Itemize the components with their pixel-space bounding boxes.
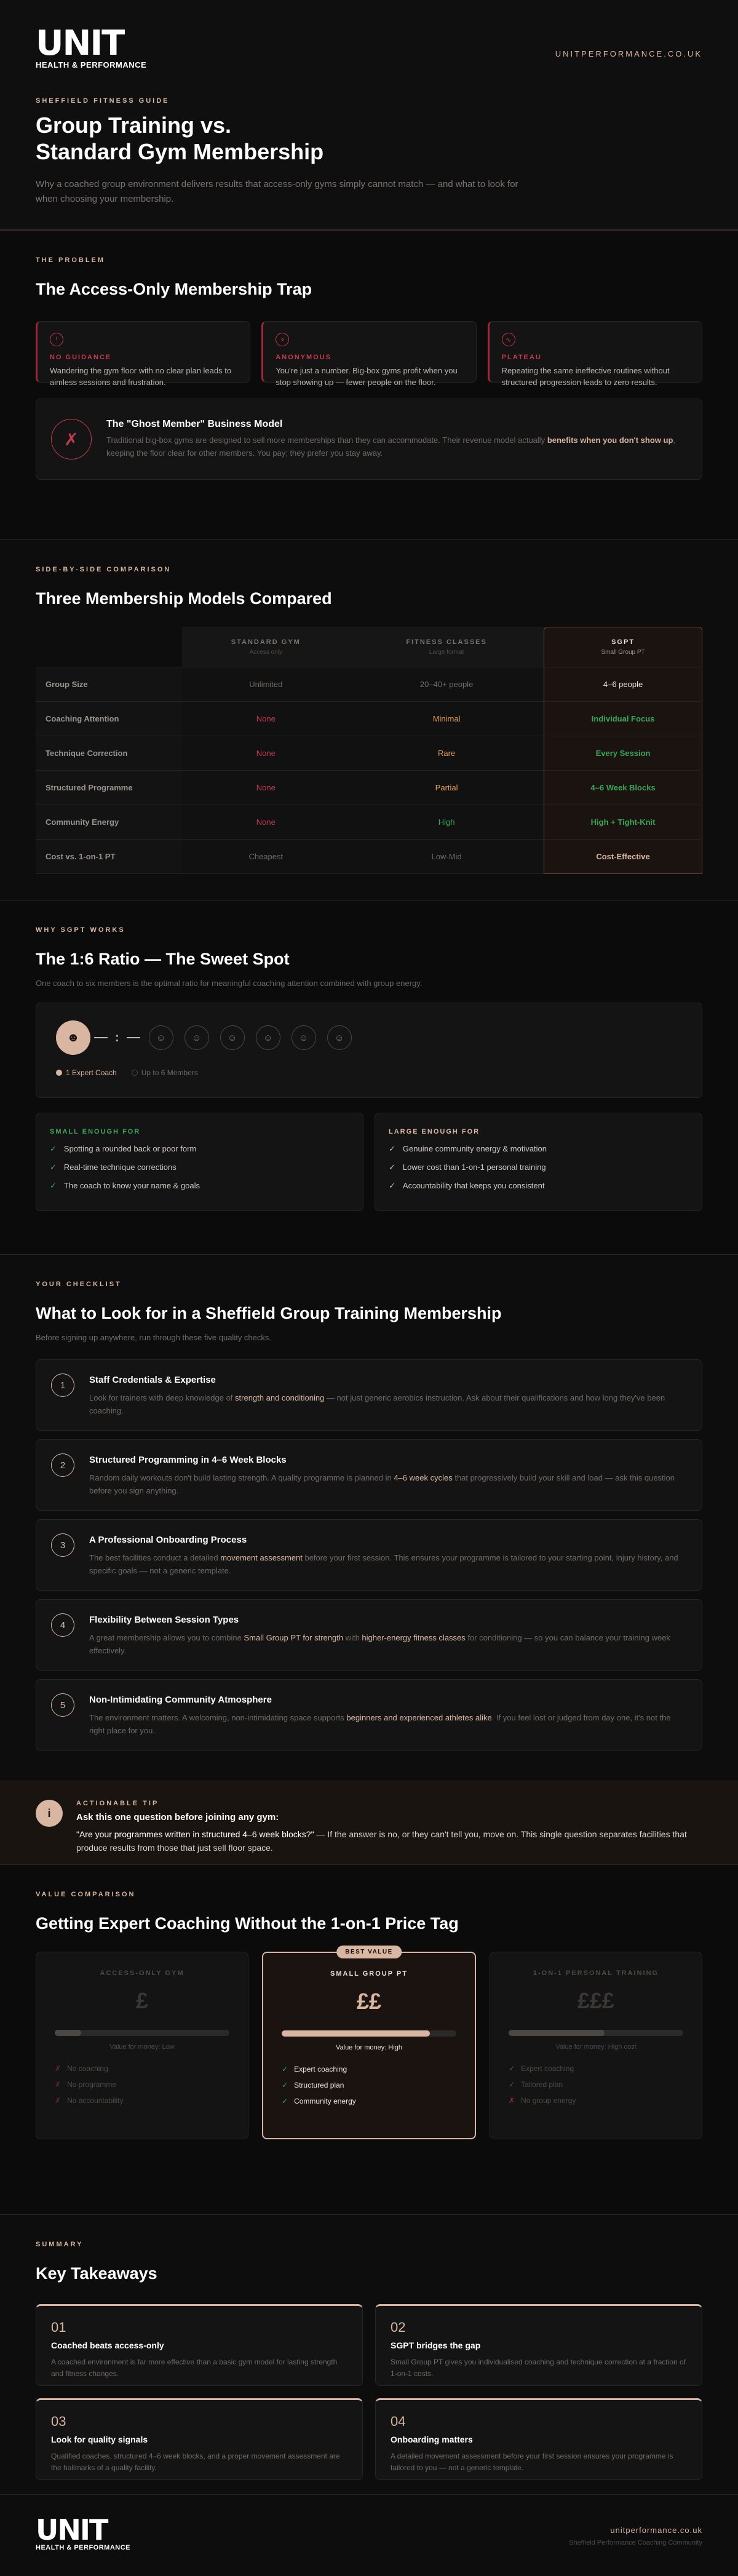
member-icon: ☺ [327,1025,352,1050]
item-title: Non-Intimidating Community Atmosphere [89,1695,272,1705]
member-icon: ☺ [256,1025,280,1050]
row-label: Group Size [36,667,182,702]
table-cell: High + Tight-Knit [544,805,702,840]
ratio-legend [56,1068,682,1077]
small-list [50,1144,349,1191]
card-label: PLATEAU [501,354,542,361]
check-icon: ✓ [389,1163,395,1172]
feature-item [509,2080,683,2089]
feature-text: Expert coaching [294,2065,347,2073]
table-cell: Individual Focus [544,702,702,736]
col-title: SGPT [611,638,635,646]
legend-coach [56,1068,117,1077]
feature-text: No programme [67,2080,117,2089]
table-cell: None [182,805,349,840]
table-row [36,771,702,805]
footer-site-link[interactable]: unitperformance.co.uk [610,2526,702,2535]
logo-wordmark: UNIT [36,2513,108,2546]
large-enough-card [375,1113,702,1211]
feature-text: No group energy [521,2096,576,2105]
logo-wordmark: UNIT [36,23,124,63]
summary-section [0,2215,738,2510]
ghost-text-part: Traditional big-box gyms are designed to sell more memberships than they can accommodate. Their revenue model actually [106,435,547,445]
table-cell: 20–40+ people [349,667,544,702]
table-cell: None [182,771,349,805]
legend-label: Up to 6 Members [141,1068,198,1077]
feature-text: Tailored plan [521,2080,563,2089]
col-subtitle: Access only [249,648,282,656]
row-label: Technique Correction [36,736,182,771]
item-text: Lower cost than 1-on-1 personal training [402,1163,546,1172]
price-card [36,1952,248,2139]
table-cell: 4–6 people [544,667,702,702]
problem-card [488,321,702,387]
table-cell: None [182,736,349,771]
step-number: 5 [51,1693,74,1717]
summary-title: Key Takeaways [36,2264,157,2283]
text: The environment matters. A welcoming, non-intimidating space supports [89,1713,347,1722]
col-header [182,627,349,667]
check-icon: ✓ [389,1144,395,1153]
item-description [89,1631,687,1657]
step-number: 1 [51,1373,74,1397]
tip-title: Ask this one question before joining any gym: [76,1812,279,1823]
value-section [0,1865,738,2214]
ghost-text-part: , keeping the floor clear for other members. You pay; they prefer you stay away. [106,435,676,458]
card-heading: SMALL ENOUGH FOR [50,1128,141,1135]
small-enough-card [36,1113,363,1211]
takeaway-title: Coached beats access-only [51,2340,164,2350]
table-cell: 4–6 Week Blocks [544,771,702,805]
text: with [343,1633,362,1642]
highlight: movement assessment [220,1553,303,1562]
check-icon: ✓ [282,2081,288,2089]
feature-item [282,2081,456,2089]
check-icon: ✓ [50,1181,57,1190]
x-icon: ✗ [51,419,92,459]
dash [127,1037,140,1038]
item-description [89,1551,687,1577]
takeaway-text: A detailed movement assessment before your first session ensures your programme is tailored to you — not a generic template. [391,2452,673,2472]
text: Look for trainers with deep knowledge of [89,1393,236,1402]
x-icon: ✗ [55,2064,62,2073]
text: for conditioning — so you can balance your training week effectively. [89,1633,670,1655]
item-description [89,1391,687,1417]
ratio-title: The 1:6 Ratio — The Sweet Spot [36,950,290,968]
title-line-1: Group Training vs. [36,113,232,138]
takeaway-number: 04 [391,2414,406,2429]
member-icon: ☺ [149,1025,173,1050]
price-cards [36,1949,702,2139]
checklist-section [0,1255,738,1781]
list-item [389,1181,688,1191]
feature-item [282,2097,456,2105]
check-icon: ✓ [282,2065,288,2073]
best-value-badge: BEST VALUE [336,1946,402,1958]
check-icon: ✓ [509,2080,515,2089]
item-description [89,1471,687,1497]
plan-label: 1-ON-1 PERSONAL TRAINING [533,1970,659,1977]
ratio-subtitle: One coach to six members is the optimal ratio for meaningful coaching attention combined with group energy. [36,979,423,988]
feature-text: Structured plan [294,2081,344,2089]
takeaway-number: 02 [391,2320,406,2335]
checklist-item [36,1359,702,1431]
card-text: Repeating the same ineffective routines without structured progression leads to zero results. [501,366,670,387]
highlight: 4–6 week cycles [394,1473,453,1482]
checklist-item [36,1679,702,1751]
highlight: strength and conditioning [235,1393,325,1402]
takeaway-text: Qualified coaches, structured 4–6 week blocks, and a proper movement assessment are the hallmarks of a quality facility. [51,2452,340,2472]
user-minus-icon: ⚬ [276,333,289,346]
x-icon: ✗ [509,2096,515,2105]
item-text: Accountability that keeps you consistent [402,1181,545,1190]
check-icon: ✓ [282,2097,288,2105]
feature-text: No coaching [67,2064,108,2073]
takeaway-card [375,2398,702,2480]
large-list [389,1144,688,1191]
card-text: Wandering the gym floor with no clear plan leads to aimless sessions and frustration. [50,366,232,387]
table-cell: High [349,805,544,840]
step-number: 4 [51,1613,74,1637]
value-title: Getting Expert Coaching Without the 1-on-1 Price Tag [36,1914,459,1933]
footer-logo[interactable] [36,2513,131,2551]
feature-text: Community energy [294,2097,356,2105]
card-heading: LARGE ENOUGH FOR [389,1128,480,1135]
check-icon: ✓ [50,1163,57,1172]
list-item [50,1163,349,1172]
item-text: Genuine community energy & motivation [402,1144,547,1153]
text: Random daily workouts don't build lasting strength. A quality programme is planned in [89,1473,394,1482]
text: that progressively build your skill and load — ask this question before you sign anything. [89,1473,675,1495]
table-row [36,805,702,840]
check-icon: ✓ [509,2064,515,2073]
footer [0,2494,738,2576]
list-item [50,1181,349,1191]
list-item [389,1144,688,1154]
problem-eyebrow: THE PROBLEM [36,256,106,264]
x-icon: ✗ [55,2080,62,2089]
text: The best facilities conduct a detailed [89,1553,221,1562]
table-cell: Cheapest [182,840,349,874]
price-card [490,1952,702,2139]
tip-text [76,1827,702,1854]
table-cell: Every Session [544,736,702,771]
checklist-eyebrow: YOUR CHECKLIST [36,1281,122,1288]
feature-item [509,2096,683,2105]
feature-text: No accountability [67,2096,124,2105]
takeaway-card [36,2304,363,2386]
table-cell: Unlimited [182,667,349,702]
value-bar-fill [55,2030,81,2036]
comparison-table [36,627,702,874]
table-row [36,702,702,736]
check-icon: ✓ [389,1181,395,1190]
takeaway-card [375,2304,702,2386]
list-item [389,1163,688,1172]
plan-label: ACCESS-ONLY GYM [100,1970,184,1977]
item-text: The coach to know your name & goals [63,1181,200,1190]
price-card [262,1949,476,2139]
takeaway-text: A coached environment is far more effective than a basic gym model for lasting strength and fitness changes. [51,2358,338,2378]
row-label: Coaching Attention [36,702,182,736]
member-icon: ☺ [220,1025,245,1050]
table-row [36,667,702,702]
list-item [50,1144,349,1154]
ghost-title: The "Ghost Member" Business Model [106,419,283,429]
legend-dot [132,1070,138,1076]
ratio-section [0,900,738,1254]
value-label: Value for money: Low [109,2043,175,2051]
text: — not just generic aerobics instruction. Ask about their qualifications and how long they've been coaching. [89,1393,665,1415]
takeaway-number: 03 [51,2414,66,2429]
problem-title: The Access-Only Membership Trap [36,280,312,298]
title-line-2: Standard Gym Membership [36,139,324,164]
tip-banner [0,1781,738,1865]
tip-rest: — If the answer is no, or they can't tell you, move on. This single question separates facilities that produce results from those that just sell floor space. [76,1829,687,1853]
compare-title: Three Membership Models Compared [36,589,332,608]
summary-eyebrow: SUMMARY [36,2241,84,2248]
item-body [89,1533,687,1576]
table-row [36,840,702,874]
unit-logo[interactable] [36,23,147,70]
table-corner [36,627,182,667]
value-bar-fill [509,2030,605,2036]
takeaway-title: Look for quality signals [51,2435,148,2444]
feature-item [282,2065,456,2073]
highlight: higher-energy fitness classes [362,1633,466,1642]
feature-item [55,2064,229,2073]
problem-cards [36,321,702,387]
feature-list [36,2064,248,2105]
text: . If you feel lost or judged from day one, it's not the right place for you. [89,1713,671,1735]
checklist-subtitle: Before signing up anywhere, run through these five quality checks. [36,1333,272,1342]
tip-quote: "Are your programmes written in structured 4–6 week blocks?" [76,1829,314,1839]
value-eyebrow: VALUE COMPARISON [36,1891,136,1898]
feature-list [263,2065,475,2105]
plan-price: £ [135,1988,149,2013]
text: A great membership allows you to combine [89,1633,244,1642]
item-description [89,1711,687,1737]
ghost-member-card [36,399,702,480]
step-number: 3 [51,1533,74,1557]
feature-item [55,2096,229,2105]
footer-tagline: Sheffield Performance Coaching Community [569,2539,702,2546]
info-icon: i [36,1800,63,1827]
step-number: 2 [51,1453,74,1477]
item-body [89,1613,687,1656]
legend-members [132,1068,198,1077]
feature-item [509,2064,683,2073]
takeaway-grid [36,2304,702,2480]
x-icon: ✗ [55,2096,62,2105]
item-body [89,1373,687,1417]
legend-label: 1 Expert Coach [66,1068,117,1077]
feature-item [55,2080,229,2089]
table-cell: Low-Mid [349,840,544,874]
item-text: Real-time technique corrections [63,1163,177,1172]
col-header [349,627,544,667]
table-cell: Minimal [349,702,544,736]
problem-section [0,231,738,539]
value-label: Value for money: High [335,2044,403,2051]
item-text: Spotting a rounded back or poor form [63,1144,197,1153]
value-bar [55,2030,229,2036]
card-label: ANONYMOUS [276,354,332,361]
checklist-title: What to Look for in a Sheffield Group Training Membership [36,1304,502,1322]
feature-list [490,2064,702,2105]
problem-card [36,321,250,387]
row-label: Structured Programme [36,771,182,805]
tip-eyebrow: ACTIONABLE TIP [76,1800,159,1807]
takeaway-title: SGPT bridges the gap [391,2340,481,2350]
comparison-section [0,540,738,900]
page-title [36,112,323,165]
member-icon: ☺ [184,1025,209,1050]
text: before your first session. This ensures your programme is tailored to your starting point, injury history, and specific goals — not a generic template. [89,1553,678,1575]
value-bar [282,2030,456,2037]
table-cell: Rare [349,736,544,771]
dash [94,1037,108,1038]
table-cell: None [182,702,349,736]
table-row [36,736,702,771]
item-body [89,1453,687,1497]
checklist-item [36,1519,702,1591]
plan-price: ££ [356,1989,382,2014]
item-title: Flexibility Between Session Types [89,1615,239,1625]
item-title: Staff Credentials & Expertise [89,1375,216,1385]
checklist-item [36,1599,702,1671]
highlight: beginners and experienced athletes alike [346,1713,492,1722]
value-label: Value for money: High cost [555,2043,637,2051]
logo-subtitle: HEALTH & PERFORMANCE [36,2544,131,2551]
value-bar [509,2030,683,2036]
hero-eyebrow: SHEFFIELD FITNESS GUIDE [36,97,170,105]
site-link[interactable]: UNITPERFORMANCE.CO.UK [555,49,702,58]
table-cell: Cost-Effective [544,840,702,874]
ratio-eyebrow: WHY SGPT WORKS [36,926,125,934]
feature-text: Expert coaching [521,2064,574,2073]
col-subtitle: Small Group PT [601,649,645,656]
table-cell: Partial [349,771,544,805]
ratio-diagram [36,1003,702,1098]
ghost-text-bold: benefits when you don't show up [547,435,673,445]
member-icon: ☺ [292,1025,316,1050]
col-title: FITNESS CLASSES [406,638,487,646]
col-subtitle: Large format [429,648,464,656]
row-label: Cost vs. 1-on-1 PT [36,840,182,874]
col-header-sgpt [544,627,702,667]
hero [0,0,738,231]
legend-dot [56,1070,62,1076]
hero-subtitle: Why a coached group environment delivers results that access-only gyms simply cannot match — and what to look for when choosing your membership. [36,179,518,204]
ghost-text [106,434,687,459]
check-icon: ✓ [50,1144,57,1153]
checklist-item [36,1439,702,1511]
problem-card [261,321,476,387]
row-label: Community Energy [36,805,182,840]
ratio-benefits [36,1113,702,1211]
logo-subtitle: HEALTH & PERFORMANCE [36,60,147,70]
activity-icon: ∿ [502,333,515,346]
item-title: Structured Programming in 4–6 Week Blocks [89,1455,287,1465]
colon: : [115,1030,119,1044]
coach-icon: ☻ [56,1020,90,1055]
info-circle-icon: ! [50,333,63,346]
plan-price: £££ [577,1988,615,2013]
highlight: Small Group PT for strength [244,1633,344,1642]
takeaway-title: Onboarding matters [391,2435,473,2444]
col-title: STANDARD GYM [231,638,301,646]
takeaway-number: 01 [51,2320,66,2335]
card-label: NO GUIDANCE [50,354,112,361]
item-body [89,1693,687,1736]
item-title: A Professional Onboarding Process [89,1535,247,1545]
checklist-items [36,1359,702,1751]
card-text: You're just a number. Big-box gyms profit when you stop showing up — fewer people on the floor. [276,366,458,387]
takeaway-text: Small Group PT gives you individualised coaching and technique correction at a fraction of 1-on-1 costs. [391,2358,686,2378]
value-bar-fill [282,2030,430,2037]
takeaway-card [36,2398,363,2480]
compare-eyebrow: SIDE-BY-SIDE COMPARISON [36,566,172,573]
plan-label: SMALL GROUP PT [330,1970,408,1978]
